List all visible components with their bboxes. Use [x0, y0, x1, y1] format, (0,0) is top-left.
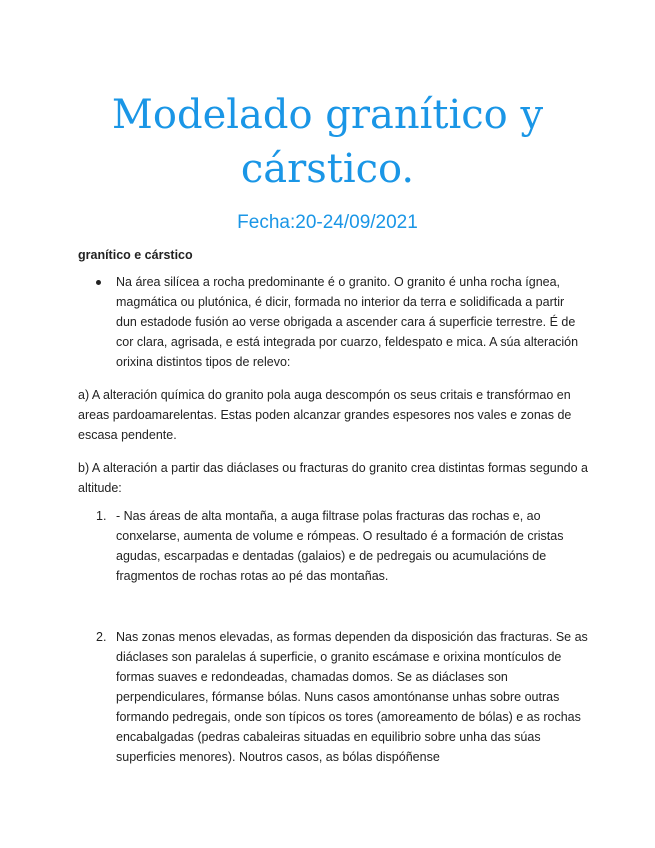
list-item-text: Nas zonas menos elevadas, as formas dependen da disposición das fracturas. Se as diáclases son paralelas á superficie, o granito escámase e orixina montículos de formas suaves e redondeadas, chamadas domos. Se as diáclases son perpendiculares, fórmanse bólas. Nuns casos amontónanse unhas sobre outras formando pedregais, onde son típicos os tores (amoreamento de bólas) e as rochas encabalgadas (pedras cabaleiras situadas en equilibrio sobre unha das súas superficies menores). Noutros casos, as bólas dispóñense	[116, 630, 588, 764]
bullet-text: Na área silícea a rocha predominante é o granito. O granito é unha rocha ígnea, magmática ou plutónica, é dicir, formada no interior da terra e solidificada a partir dun estadode fusión ao verse obrigada a ascender cara á superficie terrestre. É de cor clara, agrisada, e está integrada por cuarzo, feldespato e mica. A súa alteración orixina distintos tipos de relevo:	[116, 275, 579, 369]
document-date: Fecha:20-24/09/2021	[237, 212, 418, 233]
paragraph-b: b) A alteración a partir das diáclases ou fracturas do granito crea distintas formas segundo a altitude:	[78, 461, 589, 495]
paragraph-a: a) A alteración química do granito pola auga descompón os seus critais e transfórmao en areas pardoamarelentas. Estas poden alcanzar grandes espesores nos vales e zonas de escasa pendente.	[78, 388, 572, 442]
bullet-icon	[96, 280, 101, 285]
document-title: Modelado granítico y cárstico.	[111, 92, 544, 192]
section-subheading: granítico e cárstico	[78, 248, 193, 262]
list-number: 2.	[96, 630, 107, 644]
list-number: 1.	[96, 509, 107, 523]
list-item-text: - Nas áreas de alta montaña, a auga filtrase polas fracturas das rochas e, ao conxelarse, aumenta de volume e rómpeas. O resultado é a formación de cristas agudas, escarpadas e dentadas (galaios) e de pedregais ou acumulacións de fragmentos de rochas rotas ao pé das montañas.	[116, 509, 564, 583]
